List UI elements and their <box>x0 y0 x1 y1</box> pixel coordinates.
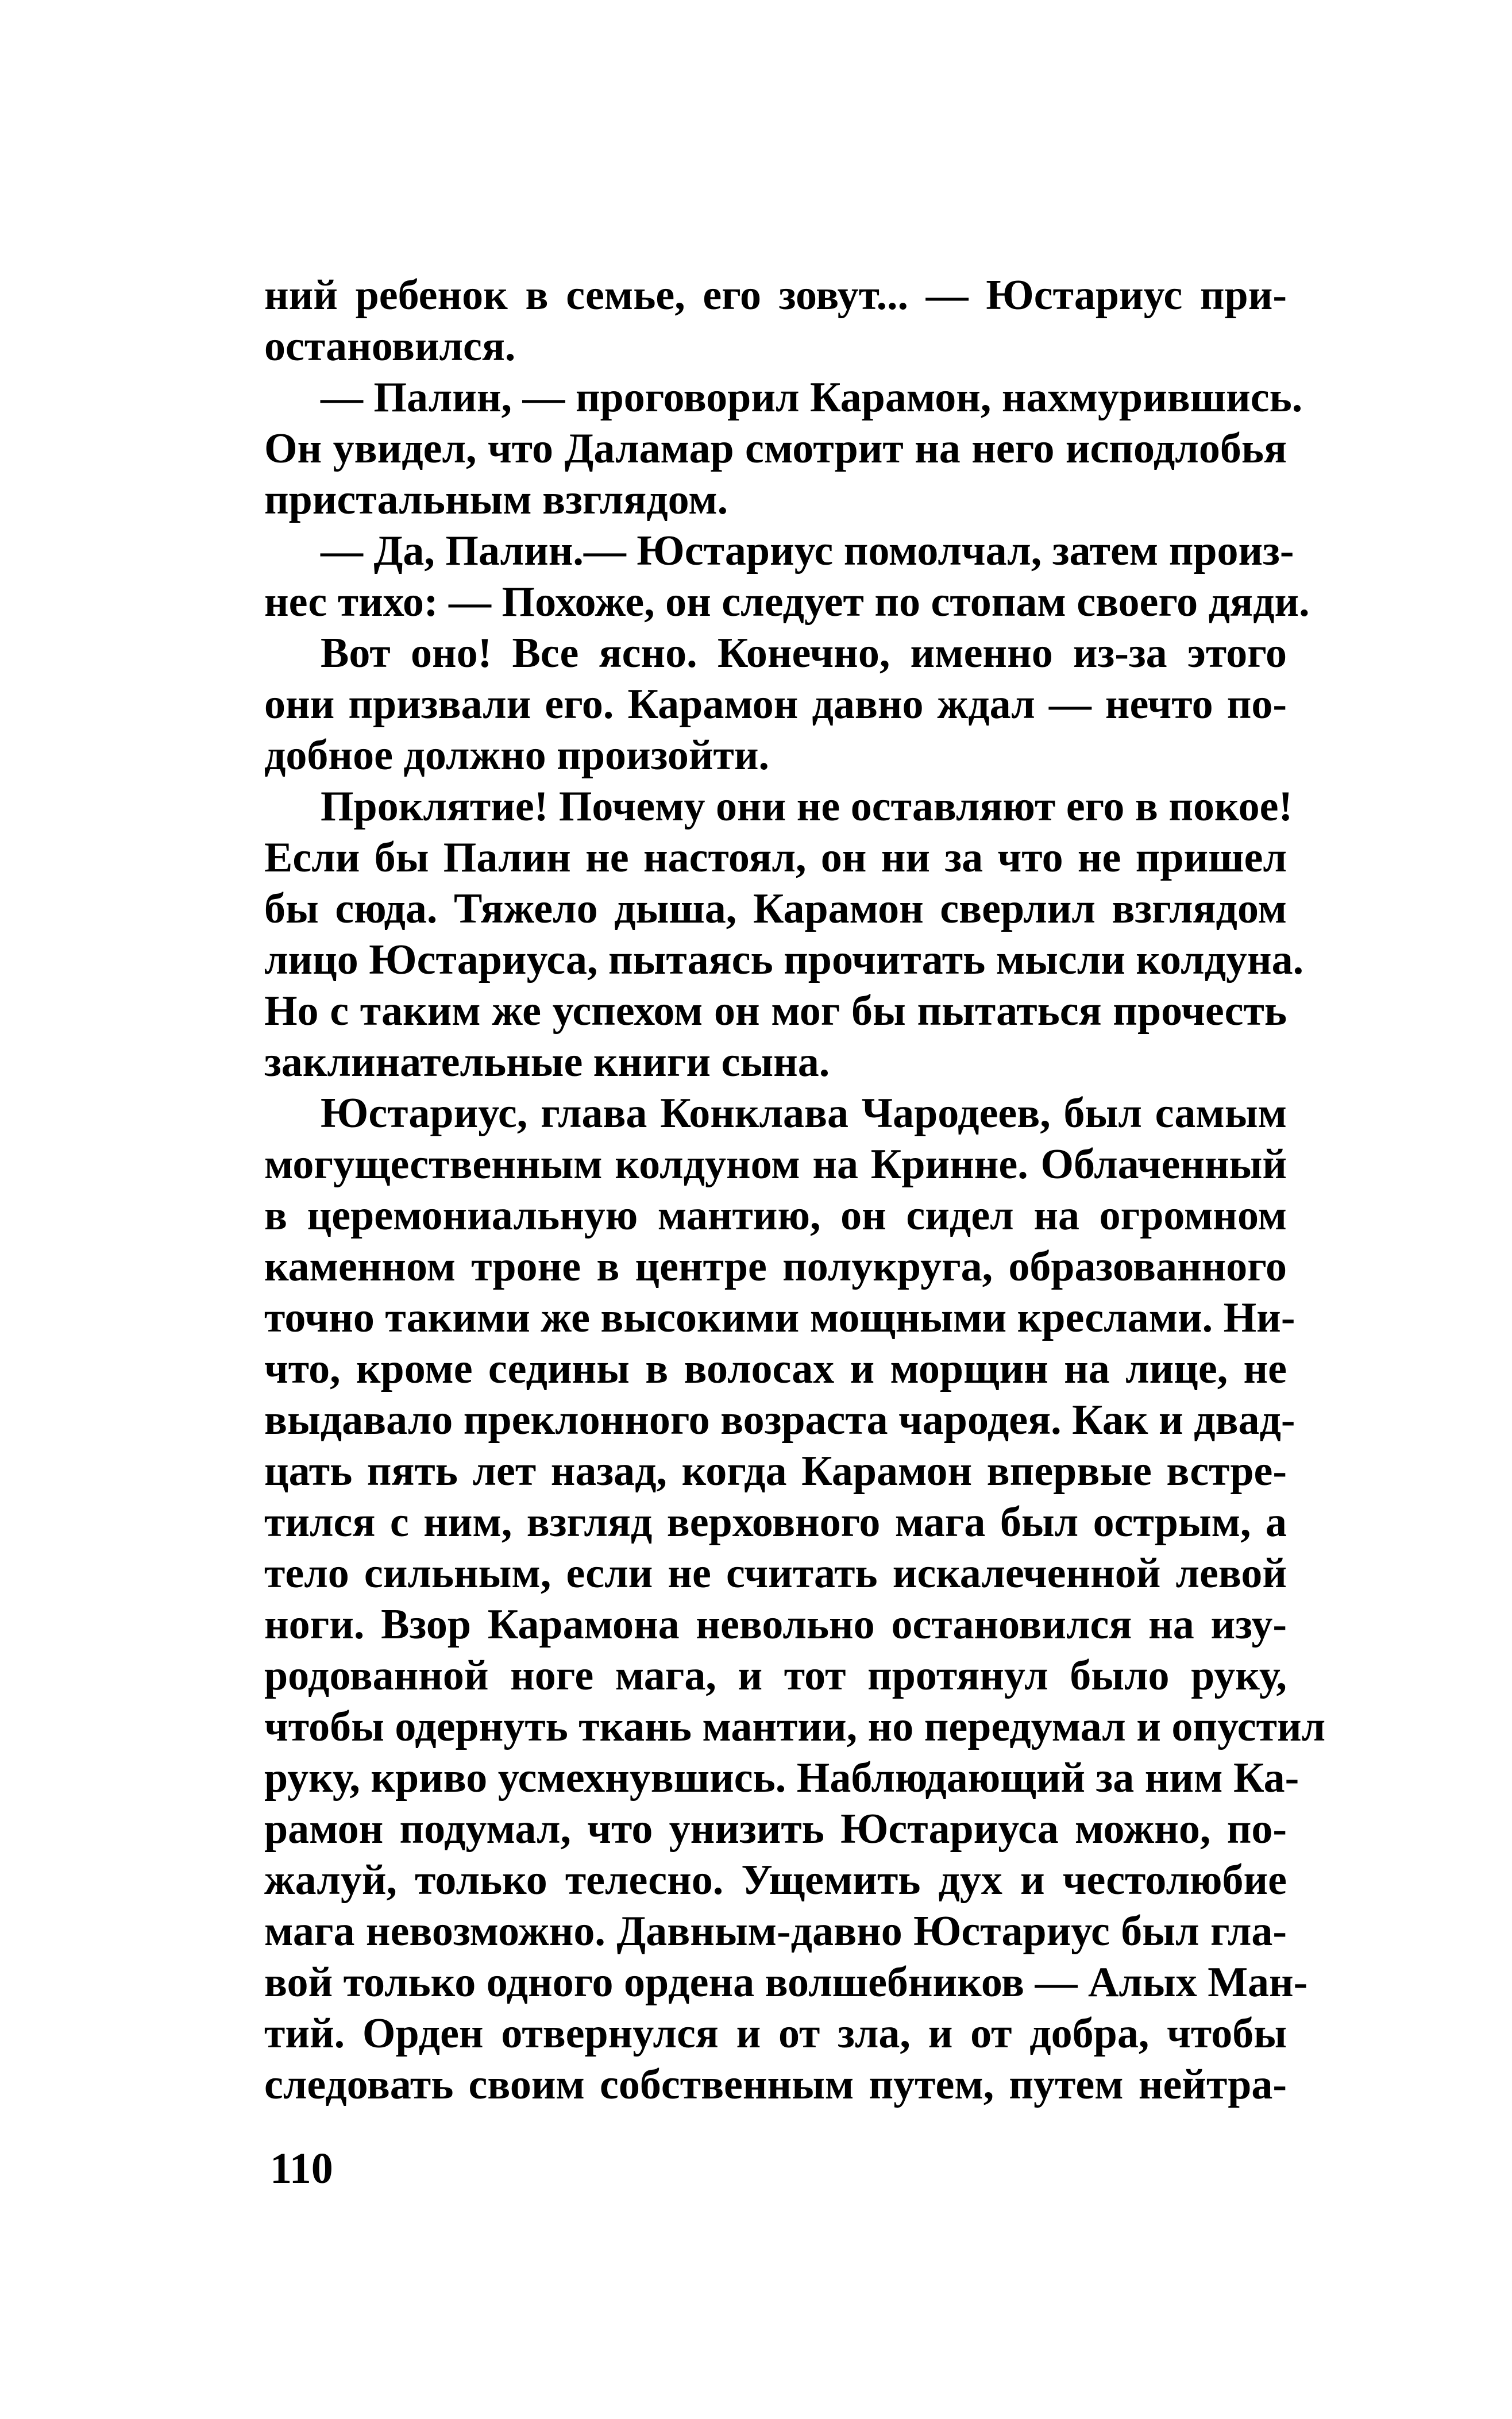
text-line: рамон подумал, что унизить Юстариуса можно, по- <box>264 1805 1287 1853</box>
text-line: ний ребенок в семье, его зовут... — Юстариус при- <box>264 272 1287 319</box>
text-line: остановился. <box>264 323 516 370</box>
text-line: вой только одного ордена волшебников — Алых Ман- <box>264 1959 1308 2006</box>
text-line: родованной ноге мага, и тот протянул было руку, <box>264 1652 1287 1699</box>
text-line: могущественным колдуном на Кринне. Облаченный <box>264 1141 1287 1188</box>
text-line: ноги. Взор Карамона невольно остановился на изу- <box>264 1601 1287 1648</box>
text-line: следовать своим собственным путем, путем нейтра- <box>264 2061 1287 2108</box>
text-line: нес тихо: — Похоже, он следует по стопам своего дяди. <box>264 578 1310 626</box>
text-line: Проклятие! Почему они не оставляют его в покое! <box>321 783 1293 830</box>
text-line: — Палин, — проговорил Карамон, нахмурившись. <box>321 374 1303 421</box>
text-line: каменном троне в центре полукруга, образованного <box>264 1243 1287 1290</box>
text-line: в церемониальную мантию, он сидел на огромном <box>264 1192 1287 1239</box>
text-line: тий. Орден отвернулся и от зла, и от добра, чтобы <box>264 2010 1287 2057</box>
text-line: заклинательные книги сына. <box>264 1039 830 1086</box>
body-text <box>264 270 1326 2111</box>
text-line: тился с ним, взгляд верховного мага был острым, а <box>264 1499 1287 1546</box>
text-line: жалуй, только телесно. Ущемить дух и честолюбие <box>264 1857 1287 1904</box>
text-line: они призвали его. Карамон давно ждал — нечто по- <box>264 681 1287 728</box>
text-line: Юстариус, глава Конклава Чародеев, был самым <box>321 1090 1287 1137</box>
text-line: чтобы одернуть ткань мантии, но передумал и опустил <box>264 1703 1326 1750</box>
text-line: мага невозможно. Давным-давно Юстариус был гла- <box>264 1908 1287 1955</box>
text-line: лицо Юстариуса, пытаясь прочитать мысли колдуна. <box>264 936 1304 983</box>
text-line: добное должно произойти. <box>264 732 770 779</box>
text-line: Если бы Палин не настоял, он ни за что не пришел <box>264 834 1287 881</box>
text-line: Вот оно! Все ясно. Конечно, именно из-за этого <box>321 630 1287 677</box>
text-line: Он увидел, что Даламар смотрит на него исподлобья <box>264 425 1287 472</box>
text-line: тело сильным, если не считать искалеченной левой <box>264 1550 1287 1597</box>
text-line: руку, криво усмехнувшись. Наблюдающий за ним Ка- <box>264 1754 1299 1801</box>
page-number: 110 <box>270 2144 333 2193</box>
text-line: Но с таким же успехом он мог бы пытаться прочесть <box>264 987 1287 1035</box>
text-line: выдавало преклонного возраста чародея. Как и двад- <box>264 1396 1295 1444</box>
text-line: пристальным взглядом. <box>264 476 728 523</box>
text-line: что, кроме седины в волосах и морщин на лице, не <box>264 1345 1287 1392</box>
text-line: цать пять лет назад, когда Карамон впервые встре- <box>264 1448 1287 1495</box>
text-line: — Да, Палин.— Юстариус помолчал, затем произ- <box>321 527 1294 574</box>
text-line: бы сюда. Тяжело дыша, Карамон сверлил взглядом <box>264 885 1287 932</box>
text-line: точно такими же высокими мощными креслами. Ни- <box>264 1294 1295 1341</box>
